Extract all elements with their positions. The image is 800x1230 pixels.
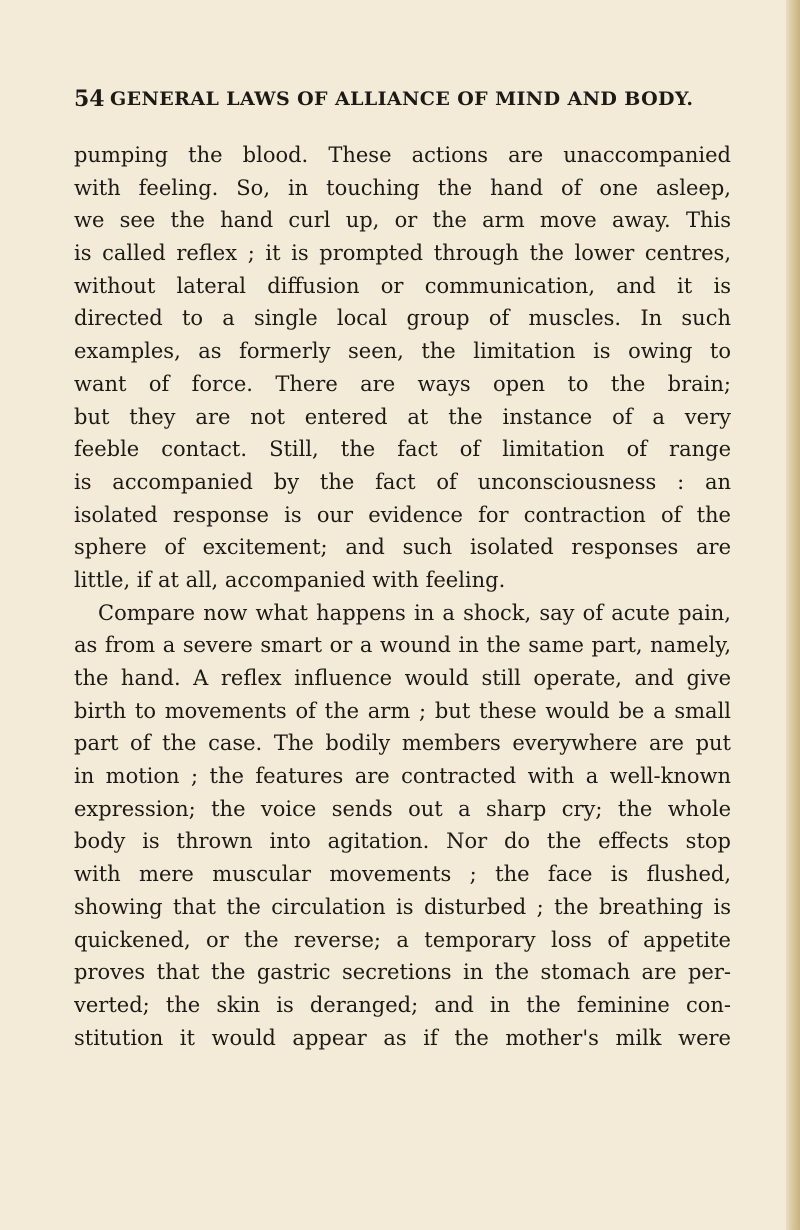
text-line: quickened, or the reverse; a temporary loss of appetite (74, 927, 731, 952)
text-line: in motion ; the features are contracted with a well-known (74, 764, 731, 789)
text-line: part of the case. The bodily members everywhere are put (74, 731, 731, 756)
text-line: feeble contact. Still, the fact of limitation of range (74, 437, 731, 462)
text-line: we see the hand curl up, or the arm move away. This (74, 208, 731, 233)
text-line: is called reflex ; it is prompted through the lower centres, (74, 241, 731, 266)
text-line: body is thrown into agitation. Nor do the effects stop (74, 829, 731, 854)
text-line: proves that the gastric secretions in the stomach are per- (74, 960, 731, 985)
text-line: with feeling. So, in touching the hand of one asleep, (74, 175, 731, 200)
text-line: showing that the circulation is disturbed ; the breathing is (74, 894, 731, 919)
text-line: is accompanied by the fact of unconsciousness : an (74, 469, 731, 494)
page-edge (786, 0, 800, 1230)
running-title: GENERAL LAWS OF ALLIANCE OF MIND AND BODY. (110, 88, 694, 110)
text-line: verted; the skin is deranged; and in the feminine con- (74, 992, 731, 1017)
text-line: isolated response is our evidence for contraction of the (74, 502, 731, 527)
text-line: expression; the voice sends out a sharp cry; the whole (74, 796, 731, 821)
body-text (74, 139, 731, 1054)
text-line: birth to movements of the arm ; but these would be a small (74, 698, 731, 723)
text-line: with mere muscular movements ; the face is flushed, (74, 862, 731, 887)
running-header (74, 84, 694, 114)
text-line: as from a severe smart or a wound in the same part, namely, (74, 633, 731, 658)
text-line: the hand. A reflex influence would still operate, and give (74, 666, 731, 690)
text-line: sphere of excitement; and such isolated responses are (74, 535, 731, 560)
page-number: 54 (74, 86, 105, 112)
paragraph-last-line: little, if at all, accompanied with feeling. (74, 567, 506, 592)
paragraph-first-line: Compare now what happens in a shock, say of acute pain, (98, 600, 731, 625)
text-line: want of force. There are ways open to the brain; (74, 371, 731, 396)
text-line: without lateral diffusion or communication, and it is (74, 273, 731, 298)
text-line: stitution it would appear as if the mother's milk were (74, 1025, 731, 1050)
text-line: directed to a single local group of muscles. In such (74, 306, 731, 331)
text-line: but they are not entered at the instance of a very (74, 404, 731, 429)
text-line: pumping the blood. These actions are unaccompanied (74, 143, 731, 167)
text-line: examples, as formerly seen, the limitation is owing to (74, 339, 731, 364)
